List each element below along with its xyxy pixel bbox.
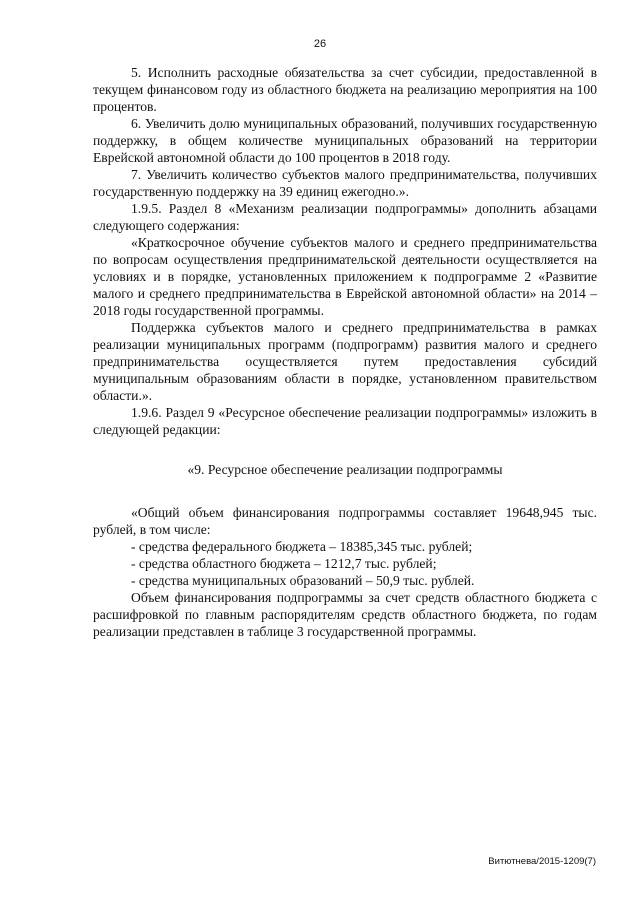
funding-item-federal: - средства федерального бюджета – 18385,345 тыс. рублей; — [131, 539, 473, 554]
funding-item-regional: - средства областного бюджета – 1212,7 тыс. рублей; — [131, 556, 437, 571]
footer-document-code: Витютнева/2015-1209(7) — [488, 856, 596, 867]
document-body — [93, 64, 597, 640]
paragraph-training: «Краткосрочное обучение субъектов малого и среднего предпринимательства по вопросам осуществления предпринимательской деятельности осуществляется на условиях и в порядке, установленных приложением к подпрограмме 2 «Развитие малого и среднего предпринимательства в Еврейской автономной области» на 2014 – 2018 годы государственной программы. — [93, 235, 597, 318]
paragraph-item-5: 5. Исполнить расходные обязательства за счет субсидии, предоставленной в текущем финансовом году из областного бюджета на реализацию мероприятия на 100 процентов. — [93, 65, 597, 114]
closing-paragraph: Объем финансирования подпрограммы за счет средств областного бюджета с расшифровкой по главным распорядителям средств областного бюджета, по годам реализации представлен в таблице 3 государственной программы. — [93, 590, 597, 639]
paragraph-support: Поддержка субъектов малого и среднего предпринимательства в рамках реализации муниципальных программ (подпрограмм) развития малого и среднего предпринимательства осуществляется путем предоставления субсидий муниципальным образованиям области в порядке, установленном правительством области.». — [93, 320, 597, 403]
page-number: 26 — [313, 38, 327, 50]
paragraph-1-9-6: 1.9.6. Раздел 9 «Ресурсное обеспечение реализации подпрограммы» изложить в следующей редакции: — [93, 405, 597, 437]
paragraph-item-6: 6. Увеличить долю муниципальных образований, получивших государственную поддержку, в общем количестве муниципальных образований на территории Еврейской автономной области до 100 процентов в 2018 году. — [93, 116, 597, 165]
paragraph-1-9-5: 1.9.5. Раздел 8 «Механизм реализации подпрограммы» дополнить абзацами следующего содержания: — [93, 201, 597, 233]
funding-item-municipal: - средства муниципальных образований – 50,9 тыс. рублей. — [131, 573, 475, 588]
paragraph-item-7: 7. Увеличить количество субъектов малого предпринимательства, получивших государственную поддержку на 39 единиц ежегодно.». — [93, 167, 597, 199]
funding-intro: «Общий объем финансирования подпрограммы составляет 19648,945 тыс. рублей, в том числе: — [93, 505, 597, 537]
section-heading: «9. Ресурсное обеспечение реализации подпрограммы — [187, 462, 503, 477]
